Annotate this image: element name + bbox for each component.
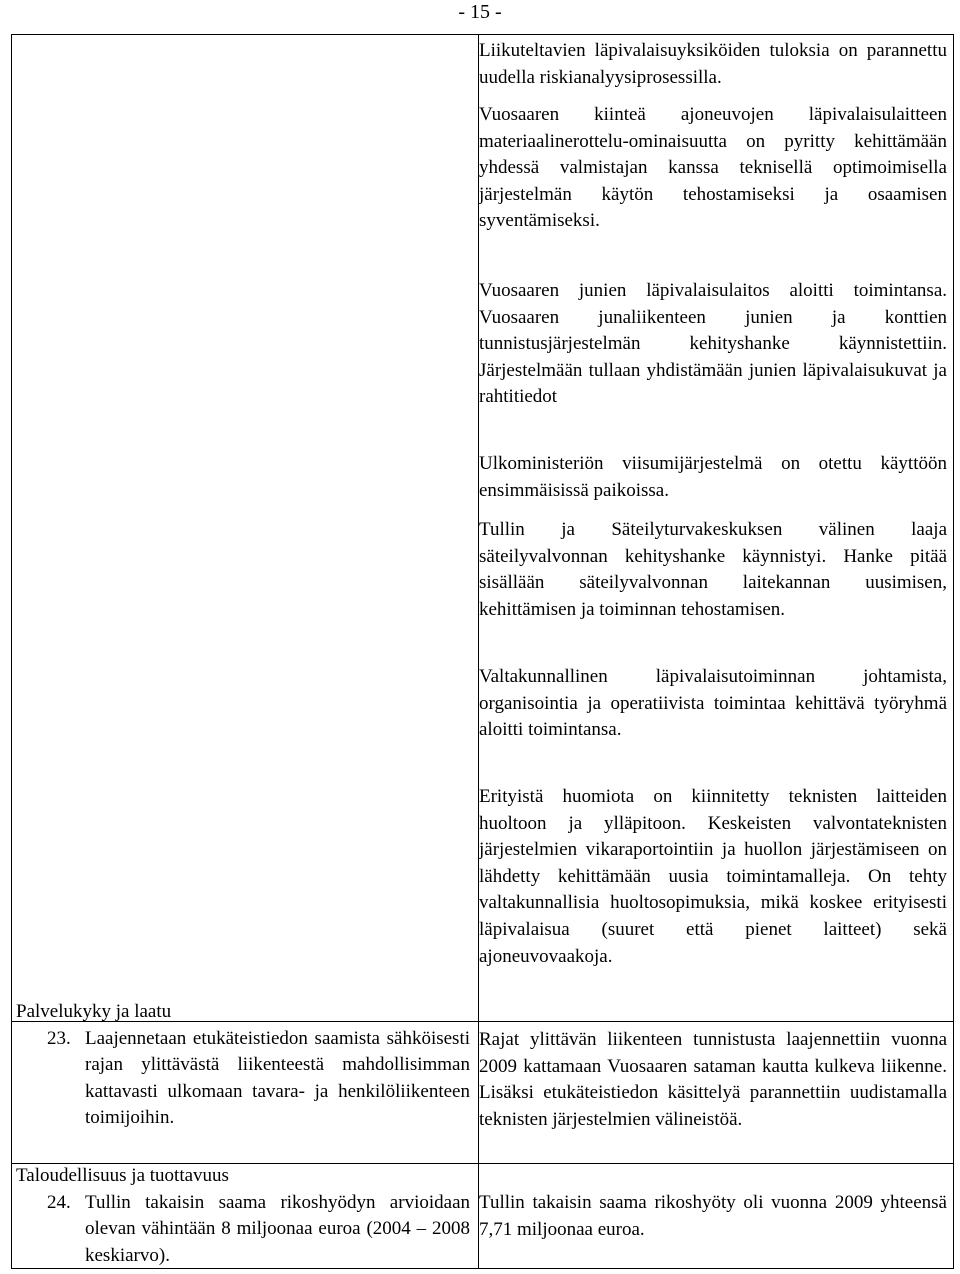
paragraph-criminal-proceeds: Tullin takaisin saama rikoshyöty oli vuonna 2009 yhteensä 7,71 miljoonaa euroa. (479, 1192, 947, 1240)
goal-item-24 (16, 1190, 470, 1270)
paragraph-radiation-monitoring: Tullin ja Säteilyturvakeskuksen välinen laaja säteilyvalvonnan kehityshanke käynnistyi. Hanke pitää sisällään säteilyvalvonnan laitekannan uusimisen, kehittämisen ja toiminnan tehostamisen. (479, 519, 947, 620)
section-heading-economy-productivity: Taloudellisuus ja tuottavuus (16, 1165, 229, 1186)
section-economy-productivity (16, 1163, 470, 1269)
goal-number: 23. (47, 1027, 71, 1049)
paragraph-visa-system: Ulkoministeriön viisumijärjestelmä on otettu käyttöön ensimmäisissä paikoissa. (479, 453, 947, 501)
goal-number: 24. (47, 1191, 71, 1213)
paragraph-vuosaari-train-xray: Vuosaaren junien läpivalaisulaitos aloitti toimintansa. Vuosaaren junaliikenteen junien ja konttien tunnistusjärjestelmän kehityshanke käynnistettiin. Järjestelmään tullaan yhdistämään junien läpivalaisukuvat ja rahtitiedot (479, 280, 947, 408)
paragraph-vuosaari-fixed-xray: Vuosaaren kiinteä ajoneuvojen läpivalaisulaitteen materiaalinerottelu-ominaisuutta on pyritty kehittämään yhdessä valmistajan kanssa teknisellä optimoimisella järjestelmän käytön tehostamiseksi ja osaamisen syventämiseksi. (479, 104, 947, 232)
section-service-quality (16, 999, 470, 1132)
paragraph-xray-workgroup: Valtakunnallinen läpivalaisutoiminnan johtamista, organisointia ja operatiivista toimintaa kehittävä työryhmä aloitti toimintansa. (479, 666, 947, 741)
goal-item-23 (16, 1026, 470, 1132)
paragraph-traffic-identification: Rajat ylittävän liikenteen tunnistusta laajennettiin vuonna 2009 kattamaan Vuosaaren sataman kautta kulkeva liikenne. Lisäksi etukäteistiedon käsittelyä parannettiin uudistamalla teknisten järjestelmien välineistöä. (479, 1029, 947, 1130)
goal-text: Laajennetaan etukäteistiedon saamista sähköisesti rajan ylittävästä liikenteestä mahdollisimman kattavasti ulkomaan tavara- ja henkilöliikenteen toimijoihin. (85, 1027, 470, 1129)
paragraph-maintenance: Erityistä huomiota on kiinnitetty teknisten laitteiden huoltoon ja ylläpitoon. Keskeisten valvontateknisten järjestelmien vikaraportointiin ja huollon järjestämiseen on lähdetty kehittämään uusia toimintamalleja. On tehty valtakunnallisia huoltosopimuksia, mikä koskee erityisesti läpivalaisua (suuret että pienet laitteet) sekä ajoneuvovaakoja. (479, 786, 947, 967)
paragraph-mobile-xray-results: Liikuteltavien läpivalaisuyksiköiden tuloksia on parannettu uudella riskianalyysiprosessilla. (479, 40, 947, 88)
section-heading-service-quality: Palvelukyky ja laatu (16, 1001, 172, 1022)
goal-text: Tullin takaisin saama rikoshyödyn arvioidaan olevan vähintään 8 miljoonaa euroa (2004 – 2008 keskiarvo). (85, 1191, 470, 1266)
page-number: - 15 - (458, 1, 502, 23)
